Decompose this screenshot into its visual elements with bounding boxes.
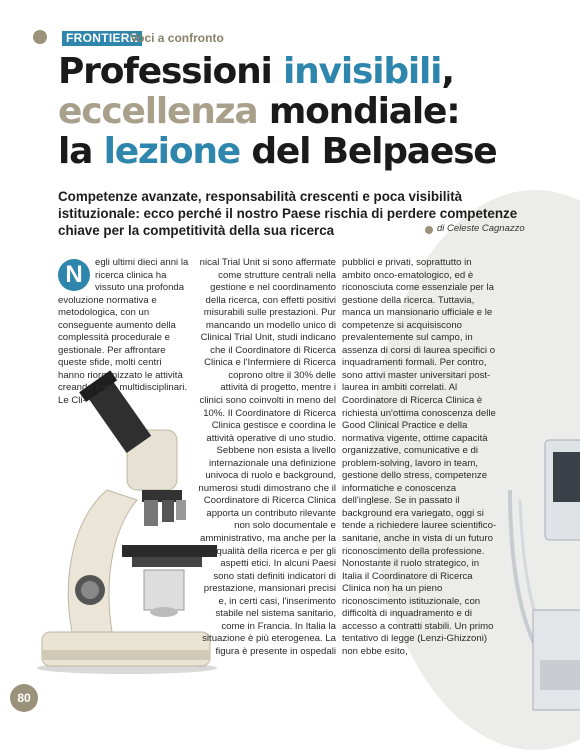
title-part: mondiale: xyxy=(257,91,460,132)
paragraph: pubblici e privati, soprattutto in ambito onco-ematologico, ed è riconosciuta come essenziale per la gestione della ricerca. Tuttavia, manca un mansionario ufficiale e le competenze si acquisiscono prevalentemente sul campo, in assenza di corsi di laurea specifici o inquadramenti formali. Per contro, sono attivi master universitari post-laurea in ambiti correlati. Al Coordinatore di Ricerca Clinica è richiesta un'ottima conoscenza delle Good Clinical Practice e della normativa vigente, ottime capacità organizzative, comunicative e di problem-solving, lavoro in team, gestione dello stress, competenze informatiche e conoscenza dell'inglese. Se in passato il background era variegato, oggi si tende a richiedere lauree scientifico-sanitarie, anche in vista di un futuro riconoscimento della professione. Nonostante il ruolo strategico, in Italia il Coordinatore di Ricerca Clinica non ha un pieno riconoscimento istituzionale, con difficoltà di inquadramento e di accesso a contratti stabili. Un primo tentativo di legge (Lenzi-Ghizzoni) non ebbe esito, xyxy=(342,257,497,657)
body-column-2 xyxy=(198,257,336,659)
author-dot xyxy=(425,226,433,234)
title-highlight: lezione xyxy=(103,131,241,172)
article-title xyxy=(58,52,528,172)
article-author: di Celeste Cagnazzo xyxy=(437,223,525,234)
paragraph: egli ultimi dieci anni la ricerca clinica ha vissuto una profonda evoluzione normativa e metodologica, con un conseguente aumento della complessità procedurale e gestionale. Per affrontare queste sfide, molti centri hanno riorganizzato le attività creando team multidisciplinari. Le Cli- xyxy=(58,257,189,407)
medical-device-illustration xyxy=(505,430,580,721)
title-highlight: eccellenza xyxy=(58,91,258,132)
title-part: , xyxy=(441,51,454,92)
title-part: Professioni xyxy=(58,51,283,92)
page-number: 80 xyxy=(10,684,38,712)
title-highlight: invisibili xyxy=(282,51,442,92)
section-subtag: Voci a confronto xyxy=(130,31,224,45)
section-tag: FRONTIERE xyxy=(62,31,142,46)
article-subtitle: Competenze avanzate, responsabilità crescenti e poca visibilità istituzionale: ecco perché il nostro Paese rischia di perdere competenze chiave per la competitività della sua ricerca xyxy=(58,189,518,238)
section-dot xyxy=(33,30,47,44)
title-part: del Belpaese xyxy=(240,131,497,172)
title-part: la xyxy=(58,131,104,172)
paragraph: nical Trial Unit si sono affermate come strutture centrali nella gestione e nel coordinamento della ricerca, con effetti positivi misurabili sulle prestazioni. Pur mancando un modello unico di Clinical Trial Unit, studi indicano che il Coordinatore di Ricerca Clinica e l'Infermiere di Ricerca coprono oltre il 30% delle attività di progetto, mentre i clinici sono coinvolti in meno del 10%. Il Coordinatore di Ricerca Clinica gestisce e coordina le attività operative di uno studio. Sebbene non esista a livello internazionale una definizione univoca di ruolo e background, numerosi studi dimostrano che il Coordinatore di Ricerca Clinica apporta un contributo rilevante non solo documentale e amministrativo, ma anche per la qualità della ricerca e per gli aspetti etici. In alcuni Paesi sono stati definiti indicatori di prestazione, mansionari precisi e, in certi casi, l'inserimento stabile nel sistema sanitario, come in Francia. In Italia la situazione è più eterogenea. La figura è presente in ospedali xyxy=(198,257,336,657)
drop-cap: N xyxy=(58,259,90,291)
body-column-3 xyxy=(342,257,500,659)
body-column-1 xyxy=(58,257,190,408)
